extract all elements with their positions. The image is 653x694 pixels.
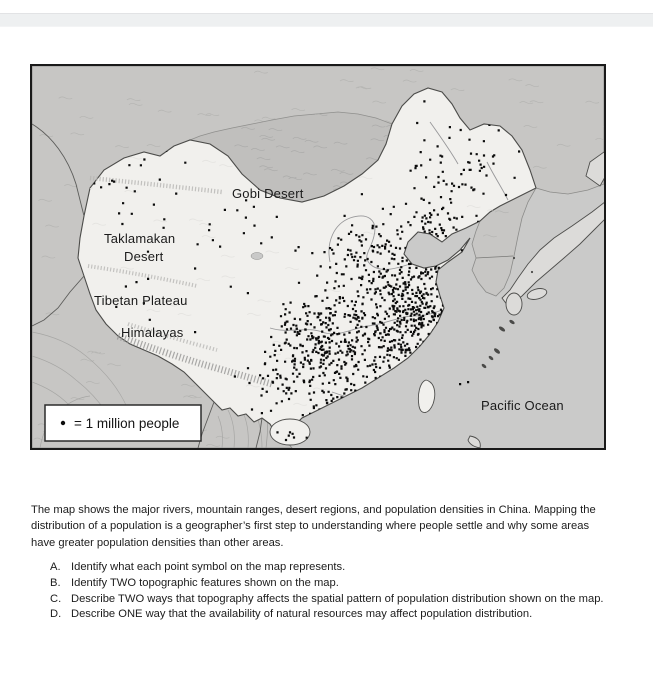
question-item-d [50, 607, 620, 623]
china-population-map [32, 66, 604, 448]
question-item-c [50, 592, 620, 608]
label-gobi-desert: Gobi Desert [232, 186, 304, 201]
question-label: B. [50, 576, 61, 589]
question-label: D. [50, 608, 62, 621]
question-item-b [50, 576, 620, 592]
sea-of-japan-islet-2 [531, 271, 533, 273]
question-text: Describe TWO ways that topography affects the spatial pattern of population distribution shown on the map. [71, 592, 604, 605]
sea-of-japan-islet [513, 257, 515, 259]
label-pacific-ocean: Pacific Ocean [481, 398, 564, 413]
question-text: Describe ONE way that the availability of natural resources may affect population distribution. [71, 608, 533, 621]
label-himalayas: Himalayas [121, 325, 184, 340]
label-taklamakan: Taklamakan [104, 231, 176, 246]
map-legend [45, 405, 201, 441]
page-top-bar [0, 13, 653, 27]
question-item-a [50, 560, 620, 576]
map-description-paragraph: The map shows the major rivers, mountain ranges, desert regions, and population densities in China. Mapping the distribution of a population is a geographer’s first step to understanding where people settle and why some areas have greater population densities than other areas. [31, 504, 596, 549]
question-text: Identify what each point symbol on the map represents. [71, 561, 346, 573]
legend-label: = 1 million people [74, 416, 180, 431]
legend-dot-icon [61, 421, 65, 425]
label-taklamakan-desert: Desert [124, 249, 164, 264]
kyushu-island [506, 293, 522, 315]
qinghai-lake [251, 253, 263, 260]
china-population-map-figure [30, 64, 606, 450]
question-label: C. [50, 592, 62, 605]
question-label: A. [50, 561, 61, 573]
question-list [50, 560, 620, 623]
label-tibetan-plateau: Tibetan Plateau [94, 293, 188, 308]
question-text: Identify TWO topographic features shown on the map. [71, 576, 339, 589]
